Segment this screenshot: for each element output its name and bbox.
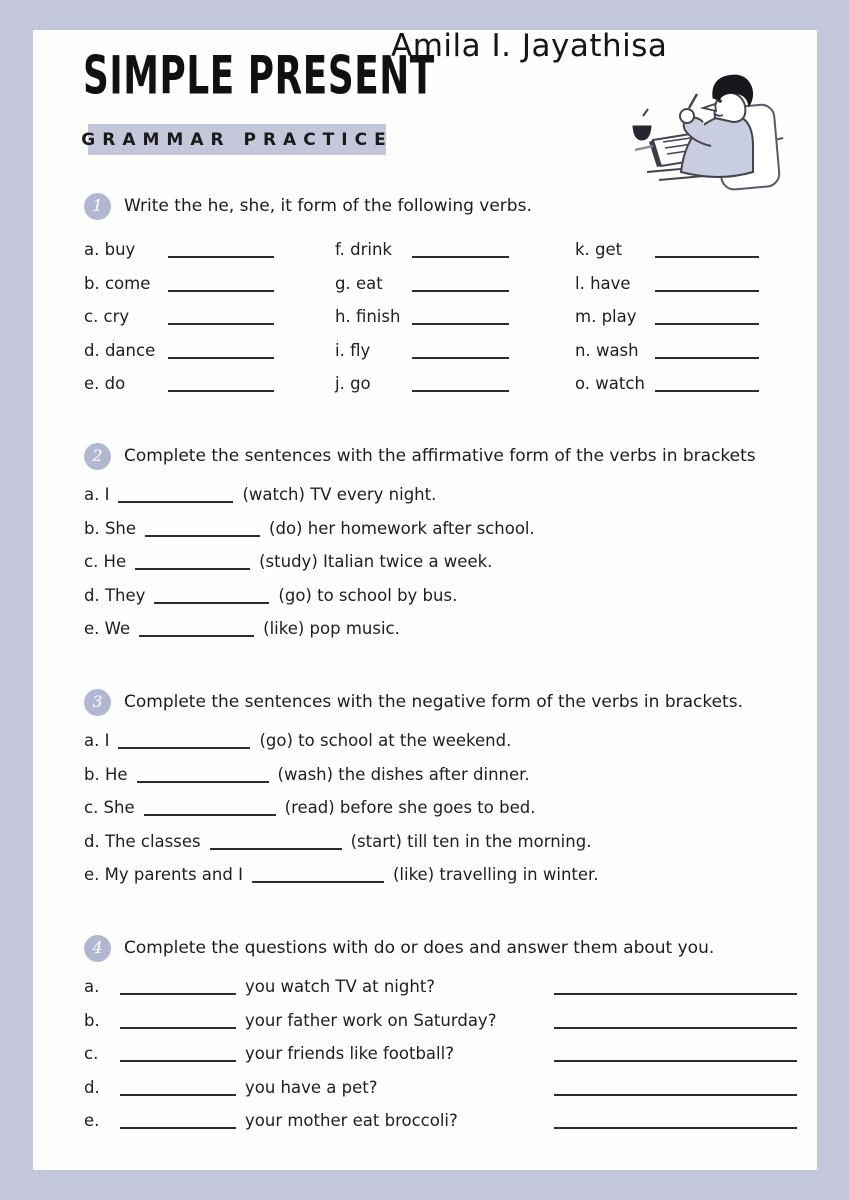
answer-blank[interactable] (168, 388, 274, 392)
answer-blank[interactable] (144, 812, 276, 816)
sentence-pre: b. She (84, 518, 137, 538)
answer-blank[interactable] (655, 355, 759, 359)
sentence-item (84, 791, 797, 825)
answer-line[interactable] (554, 1058, 797, 1062)
exercise-3-heading (84, 688, 797, 716)
answer-line[interactable] (554, 1092, 797, 1096)
sentence-item (84, 579, 797, 613)
answer-blank[interactable] (412, 254, 509, 258)
sentence-post: (like) pop music. (263, 619, 400, 639)
sentence-post: (start) till ten in the morning. (350, 831, 592, 851)
answer-blank[interactable] (655, 321, 759, 325)
sentence-item (84, 724, 797, 758)
answer-line[interactable] (554, 1125, 797, 1129)
exercise-3-number-badge: 3 (84, 689, 111, 716)
answer-blank[interactable] (655, 388, 759, 392)
answer-blank[interactable] (655, 254, 759, 258)
verb-label: b. come (84, 273, 151, 293)
answer-line[interactable] (554, 1025, 797, 1029)
sentence-item (84, 825, 797, 859)
answer-blank[interactable] (168, 321, 274, 325)
exercise-2 (84, 442, 797, 646)
sentence-pre: a. I (84, 485, 110, 504)
question-text: you have a pet? (245, 1077, 378, 1097)
question-pre: a. (84, 977, 100, 996)
question-pre: b. (84, 1010, 100, 1030)
answer-blank[interactable] (252, 879, 384, 883)
answer-line[interactable] (554, 991, 797, 995)
exercise-1-number-badge: 1 (84, 193, 111, 220)
exercise-3 (84, 688, 797, 892)
question-pre: c. (84, 1044, 99, 1064)
verb-label: k. get (575, 240, 623, 259)
verb-label: a. buy (84, 240, 136, 259)
sentence-pre: d. They (84, 585, 146, 605)
sentence-item (84, 858, 797, 892)
exercise-4-number-badge: 4 (84, 935, 111, 962)
sentence-post: (watch) TV every night. (242, 485, 437, 504)
exercise-2-number-badge: 2 (84, 443, 111, 470)
question-pre: d. (84, 1077, 100, 1097)
sentence-pre: c. She (84, 798, 135, 818)
exercise-4-instruction: Complete the questions with do or does and answer them about you. (124, 938, 715, 958)
question-text: your father work on Saturday? (245, 1010, 497, 1030)
answer-blank[interactable] (168, 355, 274, 359)
answer-blank[interactable] (139, 633, 254, 637)
worksheet-subtitle: GRAMMAR PRACTICE (88, 124, 386, 155)
answer-blank[interactable] (135, 566, 250, 570)
exercise-2-instruction: Complete the sentences with the affirmative form of the verbs in brackets (124, 446, 756, 466)
student-name: Amila I. Jayathisa (391, 28, 668, 64)
exercise-3-items (84, 724, 797, 892)
sentence-item (84, 512, 797, 546)
question-text: your friends like football? (245, 1044, 454, 1064)
exercise-3-instruction: Complete the sentences with the negative form of the verbs in brackets. (124, 692, 743, 712)
sentence-post: (wash) the dishes after dinner. (277, 764, 530, 784)
verb-label: c. cry (84, 307, 130, 327)
sentence-item (84, 545, 797, 579)
answer-blank[interactable] (412, 355, 509, 359)
exercise-1-heading (84, 192, 797, 220)
do-does-blank[interactable] (120, 1025, 236, 1029)
answer-blank[interactable] (145, 533, 260, 537)
answer-blank[interactable] (412, 388, 509, 392)
sentence-pre: c. He (84, 552, 127, 572)
verb-label: m. play (575, 307, 637, 327)
verb-label: h. finish (335, 307, 401, 327)
sentence-post: (go) to school at the weekend. (259, 731, 512, 750)
answer-blank[interactable] (118, 745, 250, 749)
answer-blank[interactable] (210, 846, 342, 850)
verb-label: d. dance (84, 340, 156, 360)
verb-grid (84, 233, 797, 401)
sentence-pre: e. We (84, 619, 131, 639)
sentence-post: (like) travelling in winter. (392, 865, 599, 885)
verb-label: j. go (335, 374, 371, 394)
answer-blank[interactable] (154, 600, 269, 604)
answer-blank[interactable] (655, 288, 759, 292)
do-does-blank[interactable] (120, 1092, 236, 1096)
do-does-blank[interactable] (120, 1058, 236, 1062)
verb-label: o. watch (575, 374, 645, 394)
sentence-post: (read) before she goes to bed. (284, 798, 536, 818)
verb-label: g. eat (335, 273, 383, 293)
sentence-pre: d. The classes (84, 831, 201, 851)
exercise-4 (84, 934, 797, 1138)
sentence-pre: e. My parents and I (84, 865, 243, 885)
person-writing-illustration (619, 54, 799, 194)
verb-label: n. wash (575, 340, 639, 360)
exercise-2-heading (84, 442, 797, 470)
sentence-pre: b. He (84, 764, 128, 784)
answer-blank[interactable] (412, 321, 509, 325)
sentence-post: (do) her homework after school. (269, 518, 535, 538)
sentence-item (84, 612, 797, 646)
answer-blank[interactable] (137, 779, 269, 783)
exercise-1-instruction: Write the he, she, it form of the following verbs. (124, 196, 532, 216)
question-pre: e. (84, 1111, 100, 1131)
exercise-4-heading (84, 934, 797, 962)
exercise-2-items (84, 478, 797, 646)
verb-label: e. do (84, 374, 126, 394)
sentence-post: (go) to school by bus. (278, 585, 458, 605)
verb-label: i. fly (335, 340, 371, 360)
exercise-4-items (84, 970, 797, 1138)
answer-blank[interactable] (412, 288, 509, 292)
sentence-post: (study) Italian twice a week. (259, 552, 493, 572)
worksheet-title: SIMPLE PRESENT (83, 45, 435, 107)
sentence-item (84, 758, 797, 792)
do-does-blank[interactable] (120, 991, 236, 995)
sentence-item (84, 478, 797, 512)
answer-blank[interactable] (118, 499, 233, 503)
do-does-blank[interactable] (120, 1125, 236, 1129)
worksheet-sheet (33, 30, 817, 1170)
answer-blank[interactable] (168, 254, 274, 258)
answer-blank[interactable] (168, 288, 274, 292)
question-text: you watch TV at night? (245, 977, 436, 996)
verb-label: f. drink (335, 240, 392, 259)
exercise-1 (84, 192, 797, 401)
sentence-pre: a. I (84, 731, 110, 750)
question-text: your mother eat broccoli? (245, 1111, 458, 1131)
verb-label: l. have (575, 273, 631, 293)
